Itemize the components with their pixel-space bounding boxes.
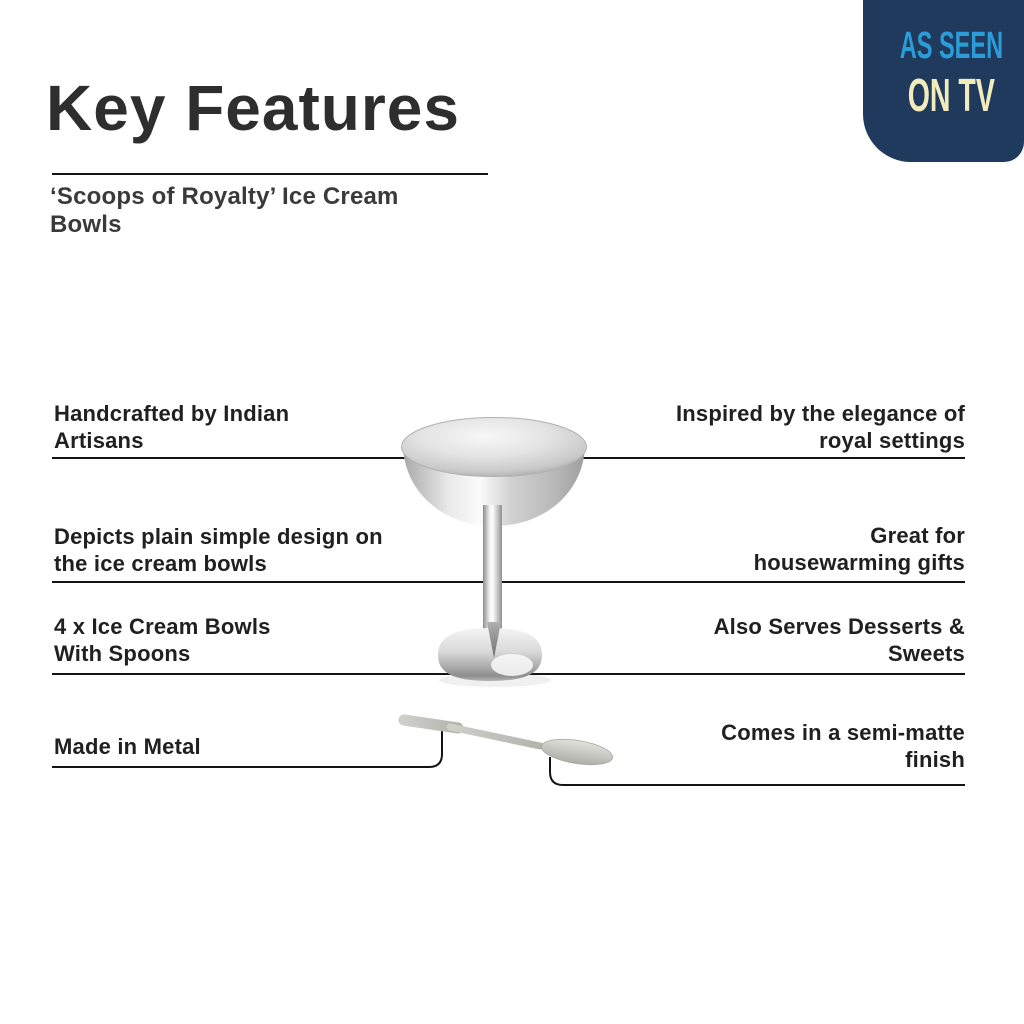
feature-text-line: Comes in a semi-matte [721,720,965,745]
feature-text-line: Handcrafted by Indian [54,401,290,426]
feature-text-line: Made in Metal [54,734,201,759]
feature-text-line: royal settings [819,428,965,453]
badge-on-tv-label: ON TV [907,68,996,121]
title-underline [52,173,488,175]
product-subtitle-line: Bowls [50,211,122,238]
stem-tip [487,622,501,658]
ice-cream-bowl-image [402,418,587,688]
bowl-rim-interior [402,418,587,477]
feature-text-line: Artisans [54,428,144,453]
feature-text-line: Sweets [887,641,965,666]
bowl-cup [403,447,585,526]
feature-text-line: 4 x Ice Cream Bowls [54,614,271,639]
base-highlight [491,654,533,676]
badge-as-seen-label: AS SEEN [899,24,1004,67]
spoon-handle [404,720,458,728]
base-shadow [439,673,551,687]
feature-text-line: Great for [870,523,965,548]
feature-text-line: Also Serves Desserts & [713,614,965,639]
feature-serves-desserts [714,613,965,667]
page-title: Key Features [46,72,460,144]
product-subtitle-line: ‘Scoops of Royalty’ Ice Cream [50,183,399,210]
feature-text-line: housewarming gifts [753,550,965,575]
spoon-neck [450,727,540,746]
feature-made-in-metal [54,733,201,760]
as-seen-on-tv-badge [863,0,1024,162]
feature-housewarming-gifts [754,522,965,576]
feature-plain-design [54,523,383,577]
spoon-image [404,720,614,769]
feature-text-line: the ice cream bowls [54,551,267,576]
feature-4x-bowls [54,613,271,667]
feature-text-line: With Spoons [54,641,191,666]
feature-semi-matte-finish [721,719,965,773]
feature-handcrafted [54,400,289,454]
feature-text-line: finish [905,747,965,772]
bowl-base [438,628,542,681]
product-subtitle [50,183,399,239]
spoon-bowl [540,735,615,769]
feature-text-line: Depicts plain simple design on [54,524,383,549]
feature-text-line: Inspired by the elegance of [675,401,965,426]
feature-royal-elegance [676,400,965,454]
bowl-stem [483,505,502,643]
